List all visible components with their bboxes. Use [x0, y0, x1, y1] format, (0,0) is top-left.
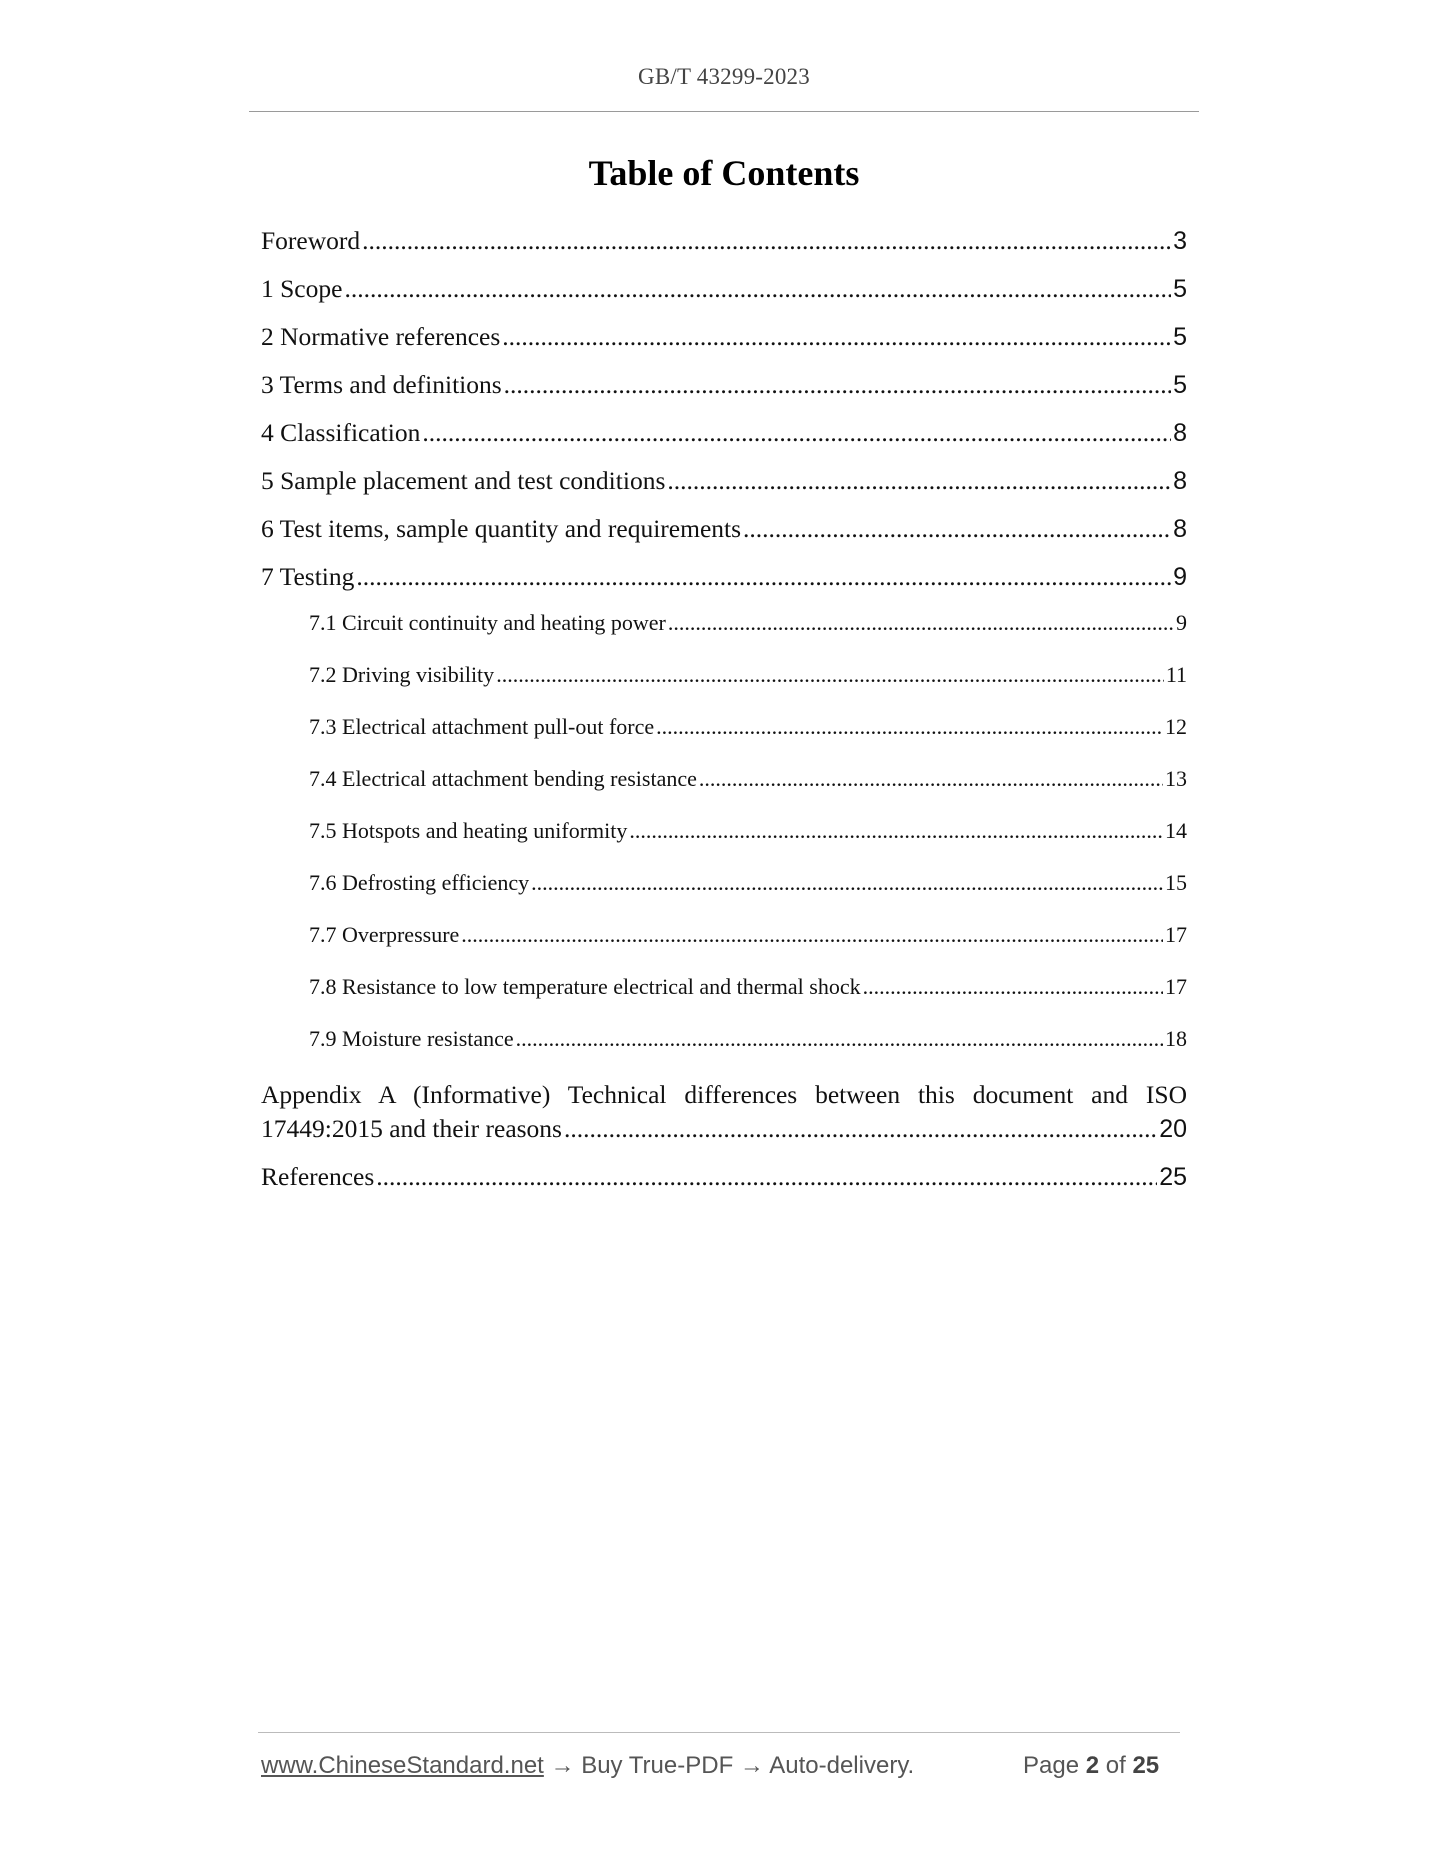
toc-subentry-label: 7.4 Electrical attachment bending resistance: [309, 766, 697, 791]
toc-entry-label: 3 Terms and definitions: [261, 370, 502, 399]
toc-entry-label: 7 Testing: [261, 562, 355, 591]
toc-subentry-label: 7.6 Defrosting efficiency: [309, 870, 530, 895]
toc-subentry-page: 18: [1165, 1026, 1187, 1051]
toc-subentry-page: 9: [1176, 610, 1187, 635]
page-word: Page: [1023, 1752, 1080, 1779]
toc-subentry-7-9[interactable]: [309, 1026, 1187, 1052]
toc-subentry-page: 14: [1165, 818, 1187, 843]
arrow-right-icon: →: [739, 1752, 764, 1779]
site-link[interactable]: www.ChineseStandard.net: [261, 1752, 544, 1779]
toc-subentry-page: 17: [1165, 922, 1187, 947]
dot-leader: [461, 922, 1163, 948]
toc-subentry-7-3[interactable]: [309, 714, 1187, 740]
dot-leader: [496, 662, 1164, 688]
dot-leader: [656, 714, 1163, 740]
dot-leader: [344, 274, 1171, 304]
footer-divider: [258, 1732, 1180, 1733]
dot-leader: [502, 322, 1171, 352]
dot-leader: [376, 1162, 1157, 1192]
toc-subentry-7-8[interactable]: [309, 974, 1187, 1000]
toc-subentry-7-5[interactable]: [309, 818, 1187, 844]
document-header-code: GB/T 43299-2023: [638, 64, 810, 89]
toc-title: Table of Contents: [588, 153, 860, 193]
toc-entry-page: 3: [1173, 227, 1187, 255]
toc-subentry-7-4[interactable]: [309, 766, 1187, 792]
toc-subentry-label: 7.7 Overpressure: [309, 922, 460, 947]
page-number-indicator: [1023, 1752, 1159, 1780]
toc-entry-page: 25: [1159, 1163, 1187, 1191]
toc-entry-label: 2 Normative references: [261, 322, 501, 351]
toc-entry-label: 17449:2015 and their reasons: [261, 1114, 562, 1143]
toc-entry-appendix-a[interactable]: [261, 1114, 1187, 1144]
dot-leader: [629, 818, 1163, 844]
toc-entry-label: 5 Sample placement and test conditions: [261, 466, 666, 495]
toc-subentry-label: 7.9 Moisture resistance: [309, 1026, 514, 1051]
toc-entry-test-items[interactable]: [261, 514, 1187, 544]
of-word: of: [1105, 1752, 1126, 1779]
toc-subentry-7-7[interactable]: [309, 922, 1187, 948]
toc-subentry-7-6[interactable]: [309, 870, 1187, 896]
toc-entry-label: 4 Classification: [261, 418, 421, 447]
toc-entry-label: 6 Test items, sample quantity and requirements: [261, 514, 742, 543]
toc-entry-page: 5: [1173, 323, 1187, 351]
toc-subentry-7-2[interactable]: [309, 662, 1187, 688]
toc-entry-sample-placement[interactable]: [261, 466, 1187, 496]
dot-leader: [356, 562, 1171, 592]
toc-entry-appendix-a-line1[interactable]: Appendix A (Informative) Technical differences between this document and ISO: [261, 1080, 1187, 1109]
toc-entry-terms-definitions[interactable]: [261, 370, 1187, 400]
toc-entry-classification[interactable]: [261, 418, 1187, 448]
dot-leader: [667, 466, 1171, 496]
toc-entry-page: 5: [1173, 371, 1187, 399]
toc-entry-label: 1 Scope: [261, 274, 343, 303]
toc-entry-references[interactable]: [261, 1162, 1187, 1192]
toc-entry-normative-references[interactable]: [261, 322, 1187, 352]
dot-leader: [422, 418, 1171, 448]
dot-leader: [531, 870, 1163, 896]
toc-subentry-page: 13: [1165, 766, 1187, 791]
current-page-number: 2: [1085, 1752, 1100, 1779]
dot-leader: [362, 226, 1171, 256]
toc-subentry-label: 7.3 Electrical attachment pull-out force: [309, 714, 655, 739]
toc-subentry-page: 15: [1165, 870, 1187, 895]
dot-leader: [516, 1026, 1163, 1052]
auto-delivery-text: Auto-delivery.: [769, 1752, 915, 1779]
toc-entry-label: Foreword: [261, 226, 361, 255]
toc-entry-page: 5: [1173, 275, 1187, 303]
toc-subentry-7-1[interactable]: [309, 610, 1187, 636]
toc-entry-page: 8: [1173, 467, 1187, 495]
dot-leader: [699, 766, 1163, 792]
toc-subentry-page: 11: [1165, 662, 1187, 687]
dot-leader: [668, 610, 1174, 636]
toc-entry-page: 20: [1159, 1115, 1187, 1143]
toc-entry-scope[interactable]: [261, 274, 1187, 304]
header-divider: [249, 111, 1199, 112]
arrow-right-icon: →: [550, 1752, 575, 1779]
toc-entry-page: 8: [1173, 419, 1187, 447]
dot-leader: [504, 370, 1171, 400]
dot-leader: [863, 974, 1163, 1000]
toc-subentry-page: 17: [1165, 974, 1187, 999]
toc-subentry-page: 12: [1165, 714, 1187, 739]
toc-entry-testing[interactable]: [261, 562, 1187, 592]
toc-entry-page: 8: [1173, 515, 1187, 543]
toc-subentry-label: 7.5 Hotspots and heating uniformity: [309, 818, 628, 843]
toc-entry-page: 9: [1173, 563, 1187, 591]
buy-true-pdf-text: Buy True-PDF: [581, 1752, 734, 1779]
footer-promo: [261, 1752, 914, 1780]
toc-subentry-label: 7.1 Circuit continuity and heating power: [309, 610, 666, 635]
toc-entry-foreword[interactable]: [261, 226, 1187, 256]
toc-subentry-label: 7.8 Resistance to low temperature electrical and thermal shock: [309, 974, 861, 999]
toc-subentry-label: 7.2 Driving visibility: [309, 662, 495, 687]
toc-entry-label: References: [261, 1162, 375, 1191]
total-pages-number: 25: [1132, 1752, 1160, 1779]
dot-leader: [564, 1114, 1157, 1144]
dot-leader: [743, 514, 1171, 544]
